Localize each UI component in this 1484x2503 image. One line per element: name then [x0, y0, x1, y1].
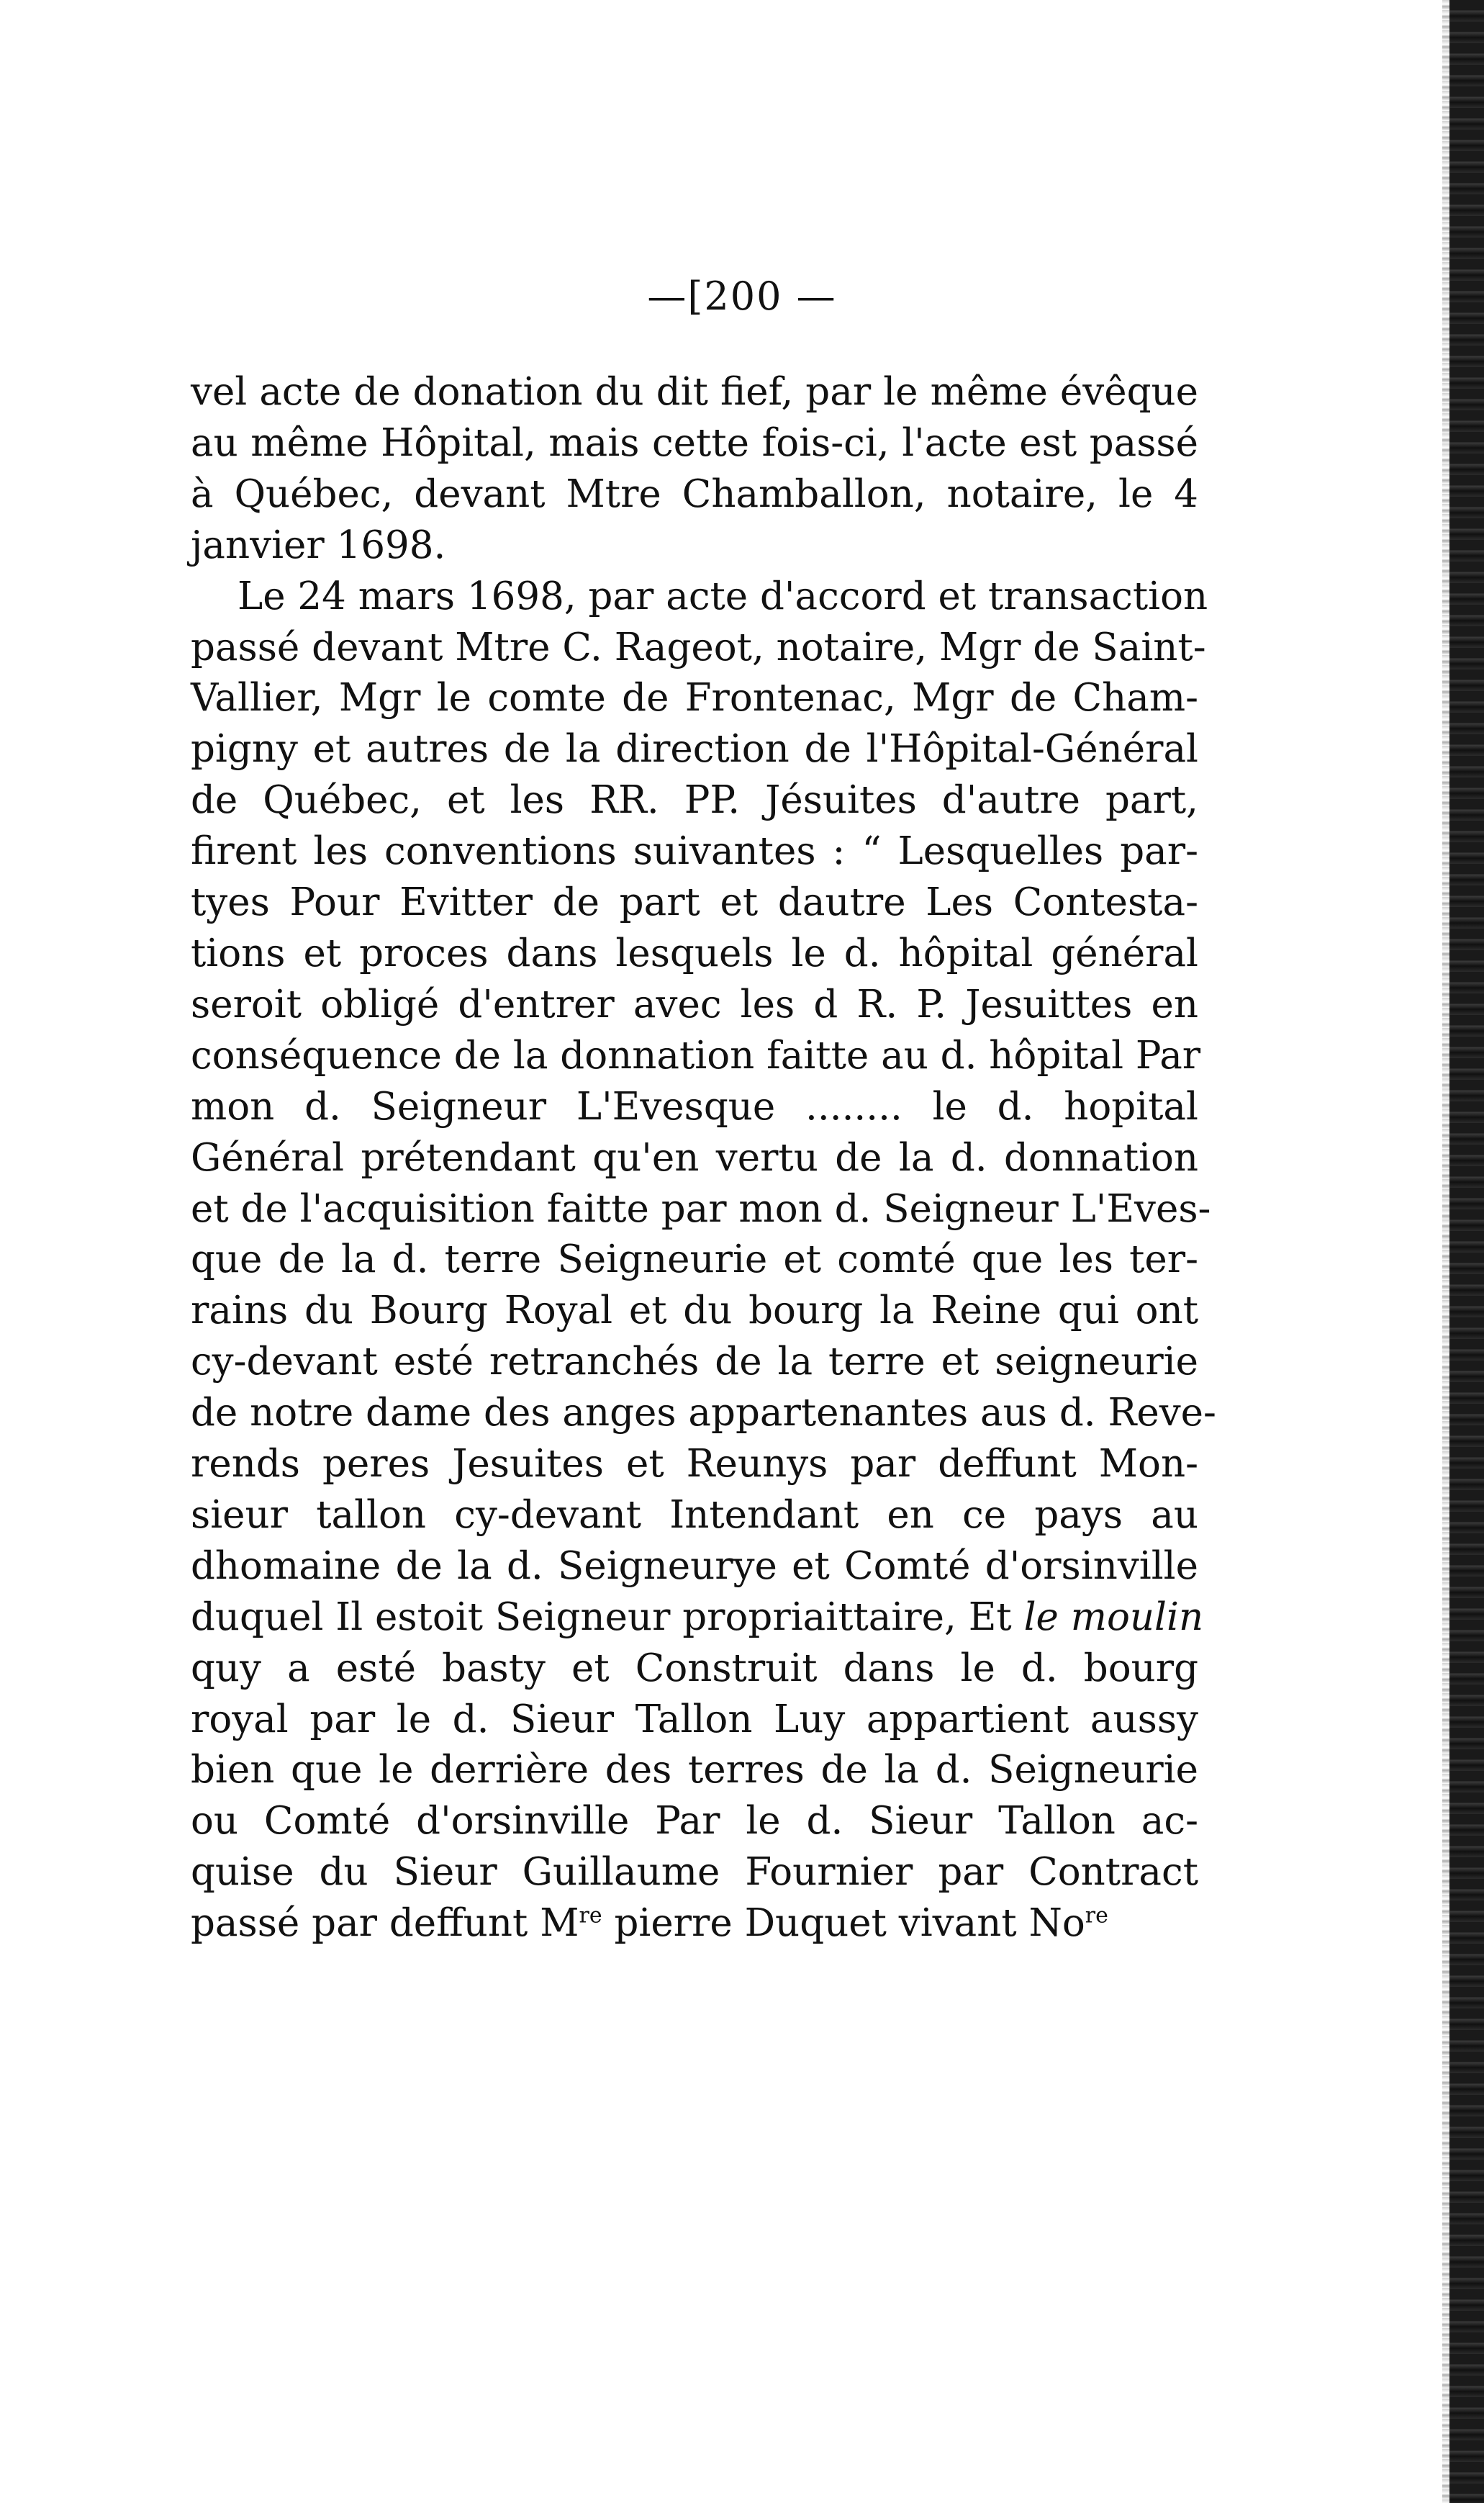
- text-segment: duquel Il estoit Seigneur propriaittaire, Et: [191, 1595, 1012, 1639]
- text-line: mon d. Seigneur L'Evesque ........ le d. hopital: [191, 1084, 1198, 1129]
- text-line: vel acte de donation du dit fief, par le même évêque: [191, 370, 1198, 414]
- text-line: tions et proces dans lesquels le d. hôpital général: [191, 931, 1198, 975]
- text-segment: pierre Duquet vivant No: [602, 1901, 1085, 1946]
- scan-edge: [1449, 0, 1484, 2503]
- text-line: de notre dame des anges appartenantes aus d. Reve-: [191, 1391, 1216, 1435]
- text-segment: passé par deffunt M: [191, 1901, 579, 1946]
- superscript: re: [579, 1903, 602, 1929]
- text-line: au même Hôpital, mais cette fois-ci, l'acte est passé: [191, 420, 1198, 465]
- italic-text: le moulin: [1023, 1595, 1204, 1639]
- superscript: re: [1085, 1903, 1108, 1929]
- text-line: royal par le d. Sieur Tallon Luy appartient aussy: [191, 1697, 1198, 1741]
- text-line: pigny et autres de la direction de l'Hôpital-Général: [191, 727, 1198, 772]
- scan-edge-shadow: [1442, 0, 1449, 2503]
- text-line: sieur tallon cy-devant Intendant en ce pays au: [191, 1492, 1198, 1537]
- text-line: janvier 1698.: [191, 523, 446, 567]
- text-line: bien que le derrière des terres de la d. Seigneurie: [191, 1748, 1198, 1792]
- text-line: quise du Sieur Guillaume Fournier par Contract: [191, 1850, 1198, 1895]
- text-line: Général prétendant qu'en vertu de la d. donnation: [191, 1135, 1198, 1180]
- text-line: rains du Bourg Royal et du bourg la Reine qui ont: [191, 1289, 1198, 1333]
- text-line: de Québec, et les RR. PP. Jésuites d'autre part,: [191, 778, 1198, 823]
- text-line: [191, 1898, 1198, 1949]
- text-line: Vallier, Mgr le comte de Frontenac, Mgr de Cham-: [191, 676, 1198, 721]
- text-line: [191, 1592, 1204, 1643]
- text-line: passé devant Mtre C. Rageot, notaire, Mgr de Saint-: [191, 625, 1206, 669]
- text-line: cy-devant esté retranchés de la terre et seigneurie: [191, 1340, 1198, 1384]
- text-line: seroit obligé d'entrer avec les d R. P. Jesuittes en: [191, 982, 1198, 1027]
- text-line: dhomaine de la d. Seigneurye et Comté d'orsinville: [191, 1543, 1198, 1588]
- text-line: Le 24 mars 1698, par acte d'accord et transaction: [237, 574, 1208, 618]
- text-line: conséquence de la donnation faitte au d. hôpital Par: [191, 1033, 1201, 1078]
- text-line: rends peres Jesuites et Reunys par deffunt Mon-: [191, 1442, 1198, 1487]
- page-number: —[200 —: [647, 274, 837, 319]
- text-line: et de l'acquisition faitte par mon d. Seigneur L'Eves-: [191, 1186, 1211, 1231]
- text-line: quy a esté basty et Construit dans le d. bourg: [191, 1646, 1198, 1690]
- text-line: firent les conventions suivantes : “ Lesquelles par-: [191, 829, 1198, 874]
- text-line: tyes Pour Evitter de part et dautre Les Contesta-: [191, 880, 1198, 925]
- text-line: ou Comté d'orsinville Par le d. Sieur Tallon ac-: [191, 1799, 1198, 1844]
- text-line: que de la d. terre Seigneurie et comté que les ter-: [191, 1237, 1198, 1282]
- text-line: à Québec, devant Mtre Chamballon, notaire, le 4: [191, 472, 1198, 516]
- body-text: [191, 367, 1216, 1949]
